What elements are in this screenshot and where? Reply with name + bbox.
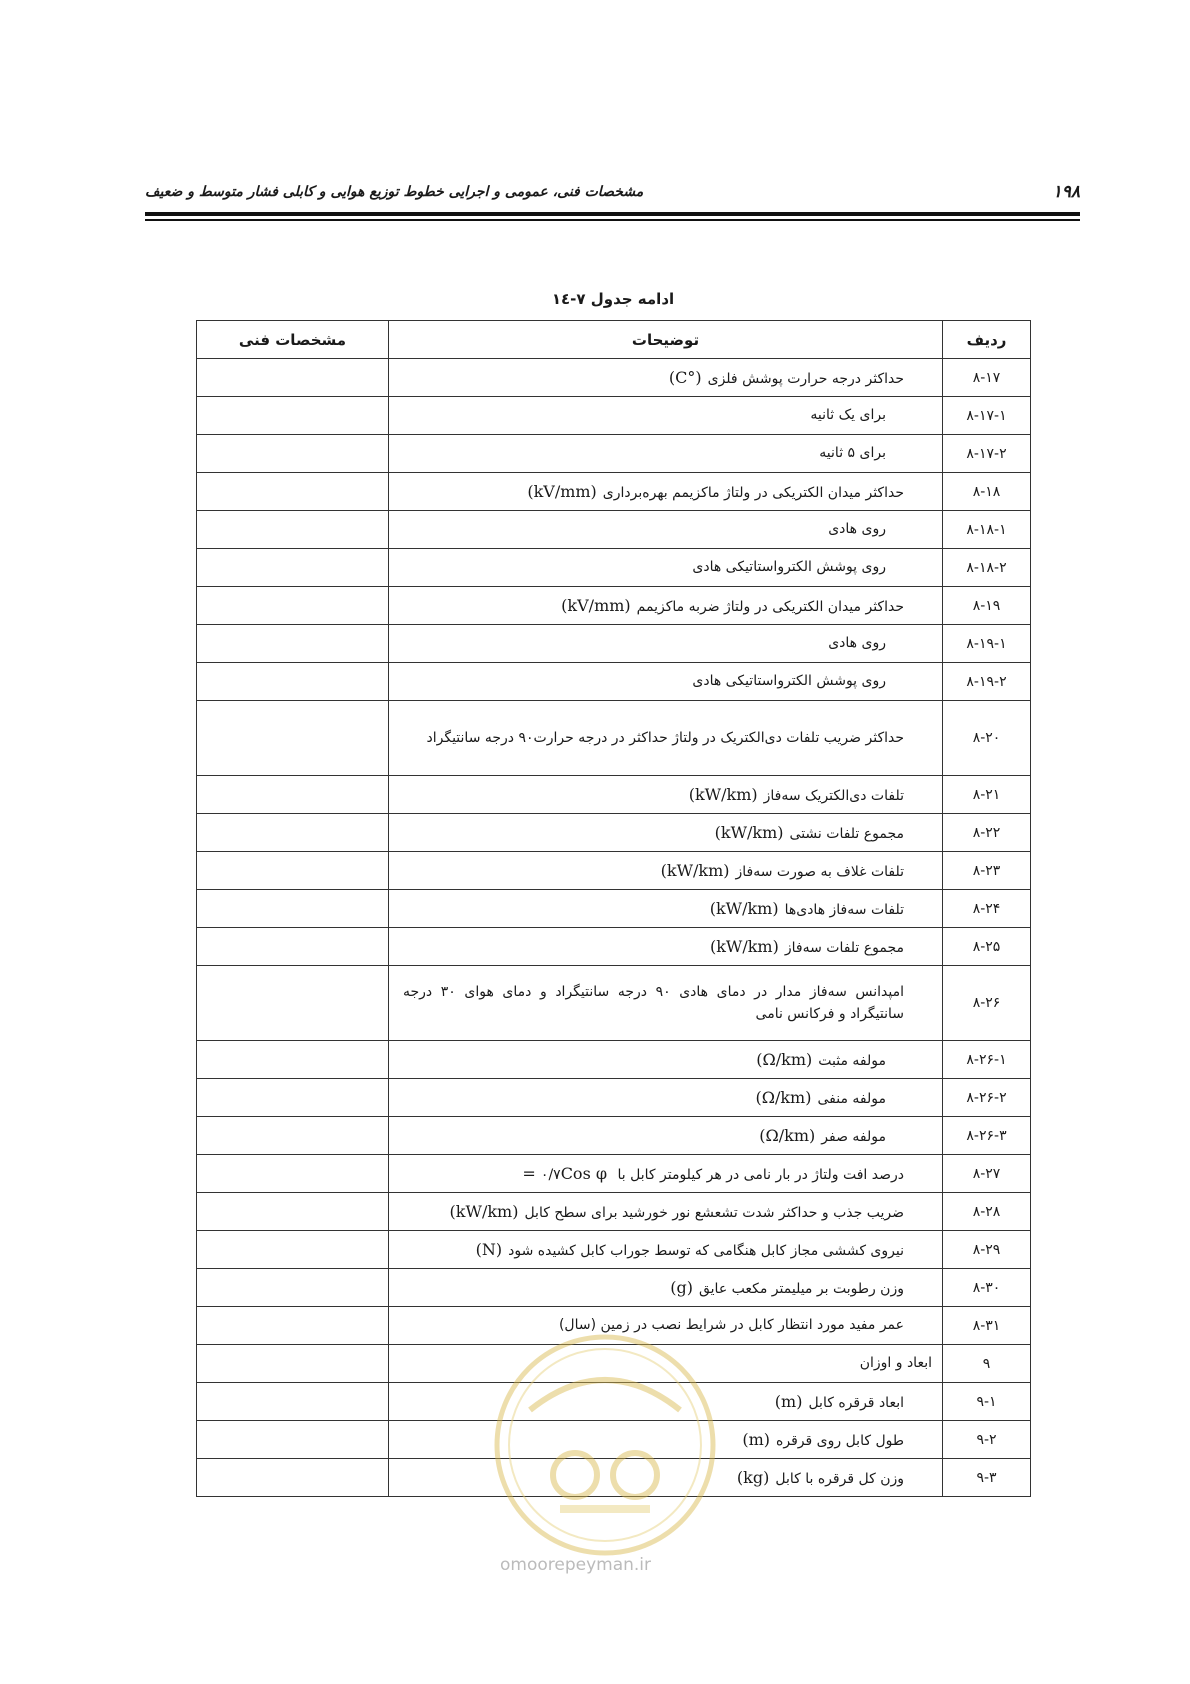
row-description	[389, 587, 943, 625]
table-row	[197, 625, 1031, 663]
table-row	[197, 1117, 1031, 1155]
row-description	[389, 1041, 943, 1079]
spec-value-cell	[197, 966, 389, 1041]
row-description	[389, 928, 943, 966]
row-description	[389, 966, 943, 1041]
description-text: حداکثر میدان الکتریکی در ولتاژ ماکزیمم بهره‌برداری	[602, 484, 904, 501]
spec-value-cell	[197, 1307, 389, 1345]
watermark-url: omoorepeyman.ir	[500, 1555, 652, 1575]
spec-value-cell	[197, 1269, 389, 1307]
description-text: امپدانس سه‌فاز مدار در دمای هادی ۹۰ درجه سانتیگراد و دمای هوای ۳۰ درجه سانتیگراد و فرکانس نامی	[403, 983, 904, 1022]
spec-value-cell	[197, 397, 389, 435]
spec-value-cell	[197, 1459, 389, 1497]
unit-label: (kW/km)	[449, 1201, 519, 1221]
row-description	[389, 625, 943, 663]
description-text: مولفه مثبت	[818, 1052, 886, 1069]
table-row	[197, 928, 1031, 966]
description-text: تلفات سه‌فاز هادی‌ها	[784, 901, 904, 918]
spec-value-cell	[197, 890, 389, 928]
spec-value-cell	[197, 1193, 389, 1231]
description-text: روی هادی	[828, 521, 886, 538]
row-number: ۸-۲۳	[943, 852, 1031, 890]
running-title: مشخصات فنی، عمومی و اجرایی خطوط توزیع هوایی و کابلی فشار متوسط و ضعیف	[145, 184, 644, 200]
description-text: عمر مفید مورد انتظار کابل در شرایط نصب در زمین (سال)	[558, 1317, 904, 1334]
row-number: ۸-۱۹-۲	[943, 663, 1031, 701]
table-header-row	[197, 321, 1031, 359]
spec-value-cell	[197, 625, 389, 663]
header-description: توضیحات	[389, 321, 943, 359]
row-description	[389, 814, 943, 852]
unit-label: (kW/km)	[714, 822, 784, 842]
row-description	[389, 890, 943, 928]
description-text: مولفه منفی	[817, 1090, 886, 1107]
page-header	[145, 182, 1080, 212]
unit-label: Cos φ =	[522, 1163, 608, 1183]
row-description	[389, 1269, 943, 1307]
unit-label: (N)	[475, 1239, 503, 1259]
table-caption: ادامه جدول ۷-١٤	[551, 290, 675, 308]
description-text: روی پوشش الکترواستاتیکی هادی	[692, 559, 886, 576]
table-row	[197, 1231, 1031, 1269]
table-row	[197, 1269, 1031, 1307]
spec-value-cell	[197, 473, 389, 511]
table-row	[197, 663, 1031, 701]
description-text: حداکثر درجه حرارت پوشش فلزی	[707, 370, 904, 387]
unit-label: (Ω/km)	[756, 1049, 813, 1069]
row-number: ۸-۲۵	[943, 928, 1031, 966]
row-number: ۸-۱۷	[943, 359, 1031, 397]
row-number: ۹-۳	[943, 1459, 1031, 1497]
row-number: ۸-۲۶-۱	[943, 1041, 1031, 1079]
unit-label: (kV/mm)	[527, 481, 597, 501]
row-number: ۸-۱۸-۲	[943, 549, 1031, 587]
row-number: ۸-۲۶	[943, 966, 1031, 1041]
spec-value-cell	[197, 1383, 389, 1421]
row-number: ۸-۱۷-۱	[943, 397, 1031, 435]
table-row	[197, 852, 1031, 890]
description-text: مجموع تلفات نشتی	[789, 825, 904, 842]
description-text: حداکثر میدان الکتریکی در ولتاژ ضربه ماکزیمم	[636, 598, 904, 615]
spec-value-cell	[197, 928, 389, 966]
table-row	[197, 511, 1031, 549]
row-description	[389, 1193, 943, 1231]
spec-value-cell	[197, 1041, 389, 1079]
spec-value-cell	[197, 587, 389, 625]
row-number: ۸-۲۹	[943, 1231, 1031, 1269]
header-row-number: ردیف	[943, 321, 1031, 359]
row-number: ۸-۲۷	[943, 1155, 1031, 1193]
row-number: ۸-۲۶-۲	[943, 1079, 1031, 1117]
table-row	[197, 1155, 1031, 1193]
row-number: ۹-۱	[943, 1383, 1031, 1421]
table-row	[197, 587, 1031, 625]
watermark-logo	[490, 1330, 720, 1560]
table-row	[197, 776, 1031, 814]
row-number: ۹-۲	[943, 1421, 1031, 1459]
description-text: ابعاد قرقره کابل	[808, 1394, 904, 1411]
description-text: تلفات دی‌الکتریک سه‌فاز	[763, 787, 904, 804]
description-text: مجموع تلفات سه‌فاز	[784, 939, 904, 956]
row-number: ۸-۲۶-۳	[943, 1117, 1031, 1155]
unit-label: (kW/km)	[709, 936, 779, 956]
unit-label: (kW/km)	[688, 784, 758, 804]
row-number: ۸-۱۷-۲	[943, 435, 1031, 473]
row-number: ۸-۲۱	[943, 776, 1031, 814]
unit-label: (m)	[774, 1391, 803, 1411]
spec-value-cell	[197, 1155, 389, 1193]
row-number: ۸-۲۴	[943, 890, 1031, 928]
table-row	[197, 473, 1031, 511]
table-row	[197, 397, 1031, 435]
spec-value-cell	[197, 359, 389, 397]
unit-label: (kW/km)	[660, 860, 730, 880]
row-description	[389, 359, 943, 397]
spec-value-cell	[197, 776, 389, 814]
spec-value-cell	[197, 549, 389, 587]
table-row	[197, 890, 1031, 928]
row-number: ۸-۳۰	[943, 1269, 1031, 1307]
table-row	[197, 1041, 1031, 1079]
table-row	[197, 1193, 1031, 1231]
description-text: ابعاد و اوزان	[859, 1355, 932, 1372]
table-row	[197, 1079, 1031, 1117]
row-description	[389, 435, 943, 473]
spec-value-cell	[197, 663, 389, 701]
header-specification: مشخصات فنی	[197, 321, 389, 359]
row-number: ۸-۲۰	[943, 701, 1031, 776]
description-text: برای یک ثانیه	[810, 407, 886, 424]
description-text: وزن رطوبت بر میلیمتر مکعب عایق	[698, 1280, 904, 1297]
row-number: ۹	[943, 1345, 1031, 1383]
row-number: ۸-۲۸	[943, 1193, 1031, 1231]
description-text: نیروی کششی مجاز کابل هنگامی که توسط جوراب کابل کشیده شود	[508, 1242, 904, 1259]
table-row	[197, 435, 1031, 473]
description-text: مولفه صفر	[821, 1128, 886, 1145]
description-text: حداکثر ضریب تلفات دی‌الکتریک در ولتاژ حداکثر در درجه حرارت۹۰ درجه سانتیگراد	[426, 729, 904, 746]
row-description	[389, 701, 943, 776]
row-description	[389, 1079, 943, 1117]
description-text: برای ۵ ثانیه	[819, 445, 886, 462]
row-description	[389, 852, 943, 890]
unit-label: (kW/km)	[709, 898, 779, 918]
description-text: روی پوشش الکترواستاتیکی هادی	[692, 673, 886, 690]
row-number: ۸-۲۲	[943, 814, 1031, 852]
row-number: ۸-۱۸	[943, 473, 1031, 511]
description-text: تلفات غلاف به صورت سه‌فاز	[735, 863, 904, 880]
unit-label: (kV/mm)	[561, 595, 631, 615]
spec-value-cell	[197, 435, 389, 473]
row-description	[389, 1231, 943, 1269]
row-number: ۸-۱۹	[943, 587, 1031, 625]
description-text: درصد افت ولتاژ در بار نامی در هر کیلومتر کابل با ۰/۷	[540, 1166, 904, 1183]
spec-value-cell	[197, 1231, 389, 1269]
table-row	[197, 966, 1031, 1041]
unit-label: (Ω/km)	[755, 1087, 812, 1107]
spec-value-cell	[197, 1421, 389, 1459]
spec-value-cell	[197, 511, 389, 549]
unit-label: (°C)	[668, 367, 702, 387]
row-number: ۸-۱۹-۱	[943, 625, 1031, 663]
description-text: ضریب جذب و حداکثر شدت تشعشع نور خورشید برای سطح کابل	[524, 1204, 904, 1221]
table-row	[197, 549, 1031, 587]
table-row	[197, 359, 1031, 397]
header-rule-thick	[145, 212, 1080, 216]
row-description	[389, 511, 943, 549]
spec-value-cell	[197, 814, 389, 852]
row-description	[389, 473, 943, 511]
page-number: ۱۹۸	[1052, 182, 1080, 202]
row-number: ۸-۳۱	[943, 1307, 1031, 1345]
unit-label: (m)	[742, 1429, 771, 1449]
row-description	[389, 776, 943, 814]
spec-value-cell	[197, 1079, 389, 1117]
unit-label: (kg)	[736, 1467, 770, 1487]
row-description	[389, 1155, 943, 1193]
spec-value-cell	[197, 1117, 389, 1155]
table-row	[197, 814, 1031, 852]
description-text: روی هادی	[828, 635, 886, 652]
description-text: طول کابل روی قرقره	[776, 1432, 904, 1449]
spec-value-cell	[197, 701, 389, 776]
header-rule-thin	[145, 219, 1080, 221]
row-description	[389, 397, 943, 435]
row-number: ۸-۱۸-۱	[943, 511, 1031, 549]
unit-label: (g)	[670, 1277, 693, 1297]
description-text: وزن کل قرقره با کابل	[775, 1470, 904, 1487]
table-row	[197, 701, 1031, 776]
spec-table	[196, 320, 1031, 1497]
unit-label: (Ω/km)	[759, 1125, 816, 1145]
spec-value-cell	[197, 852, 389, 890]
row-description	[389, 1117, 943, 1155]
spec-value-cell	[197, 1345, 389, 1383]
row-description	[389, 549, 943, 587]
row-description	[389, 663, 943, 701]
